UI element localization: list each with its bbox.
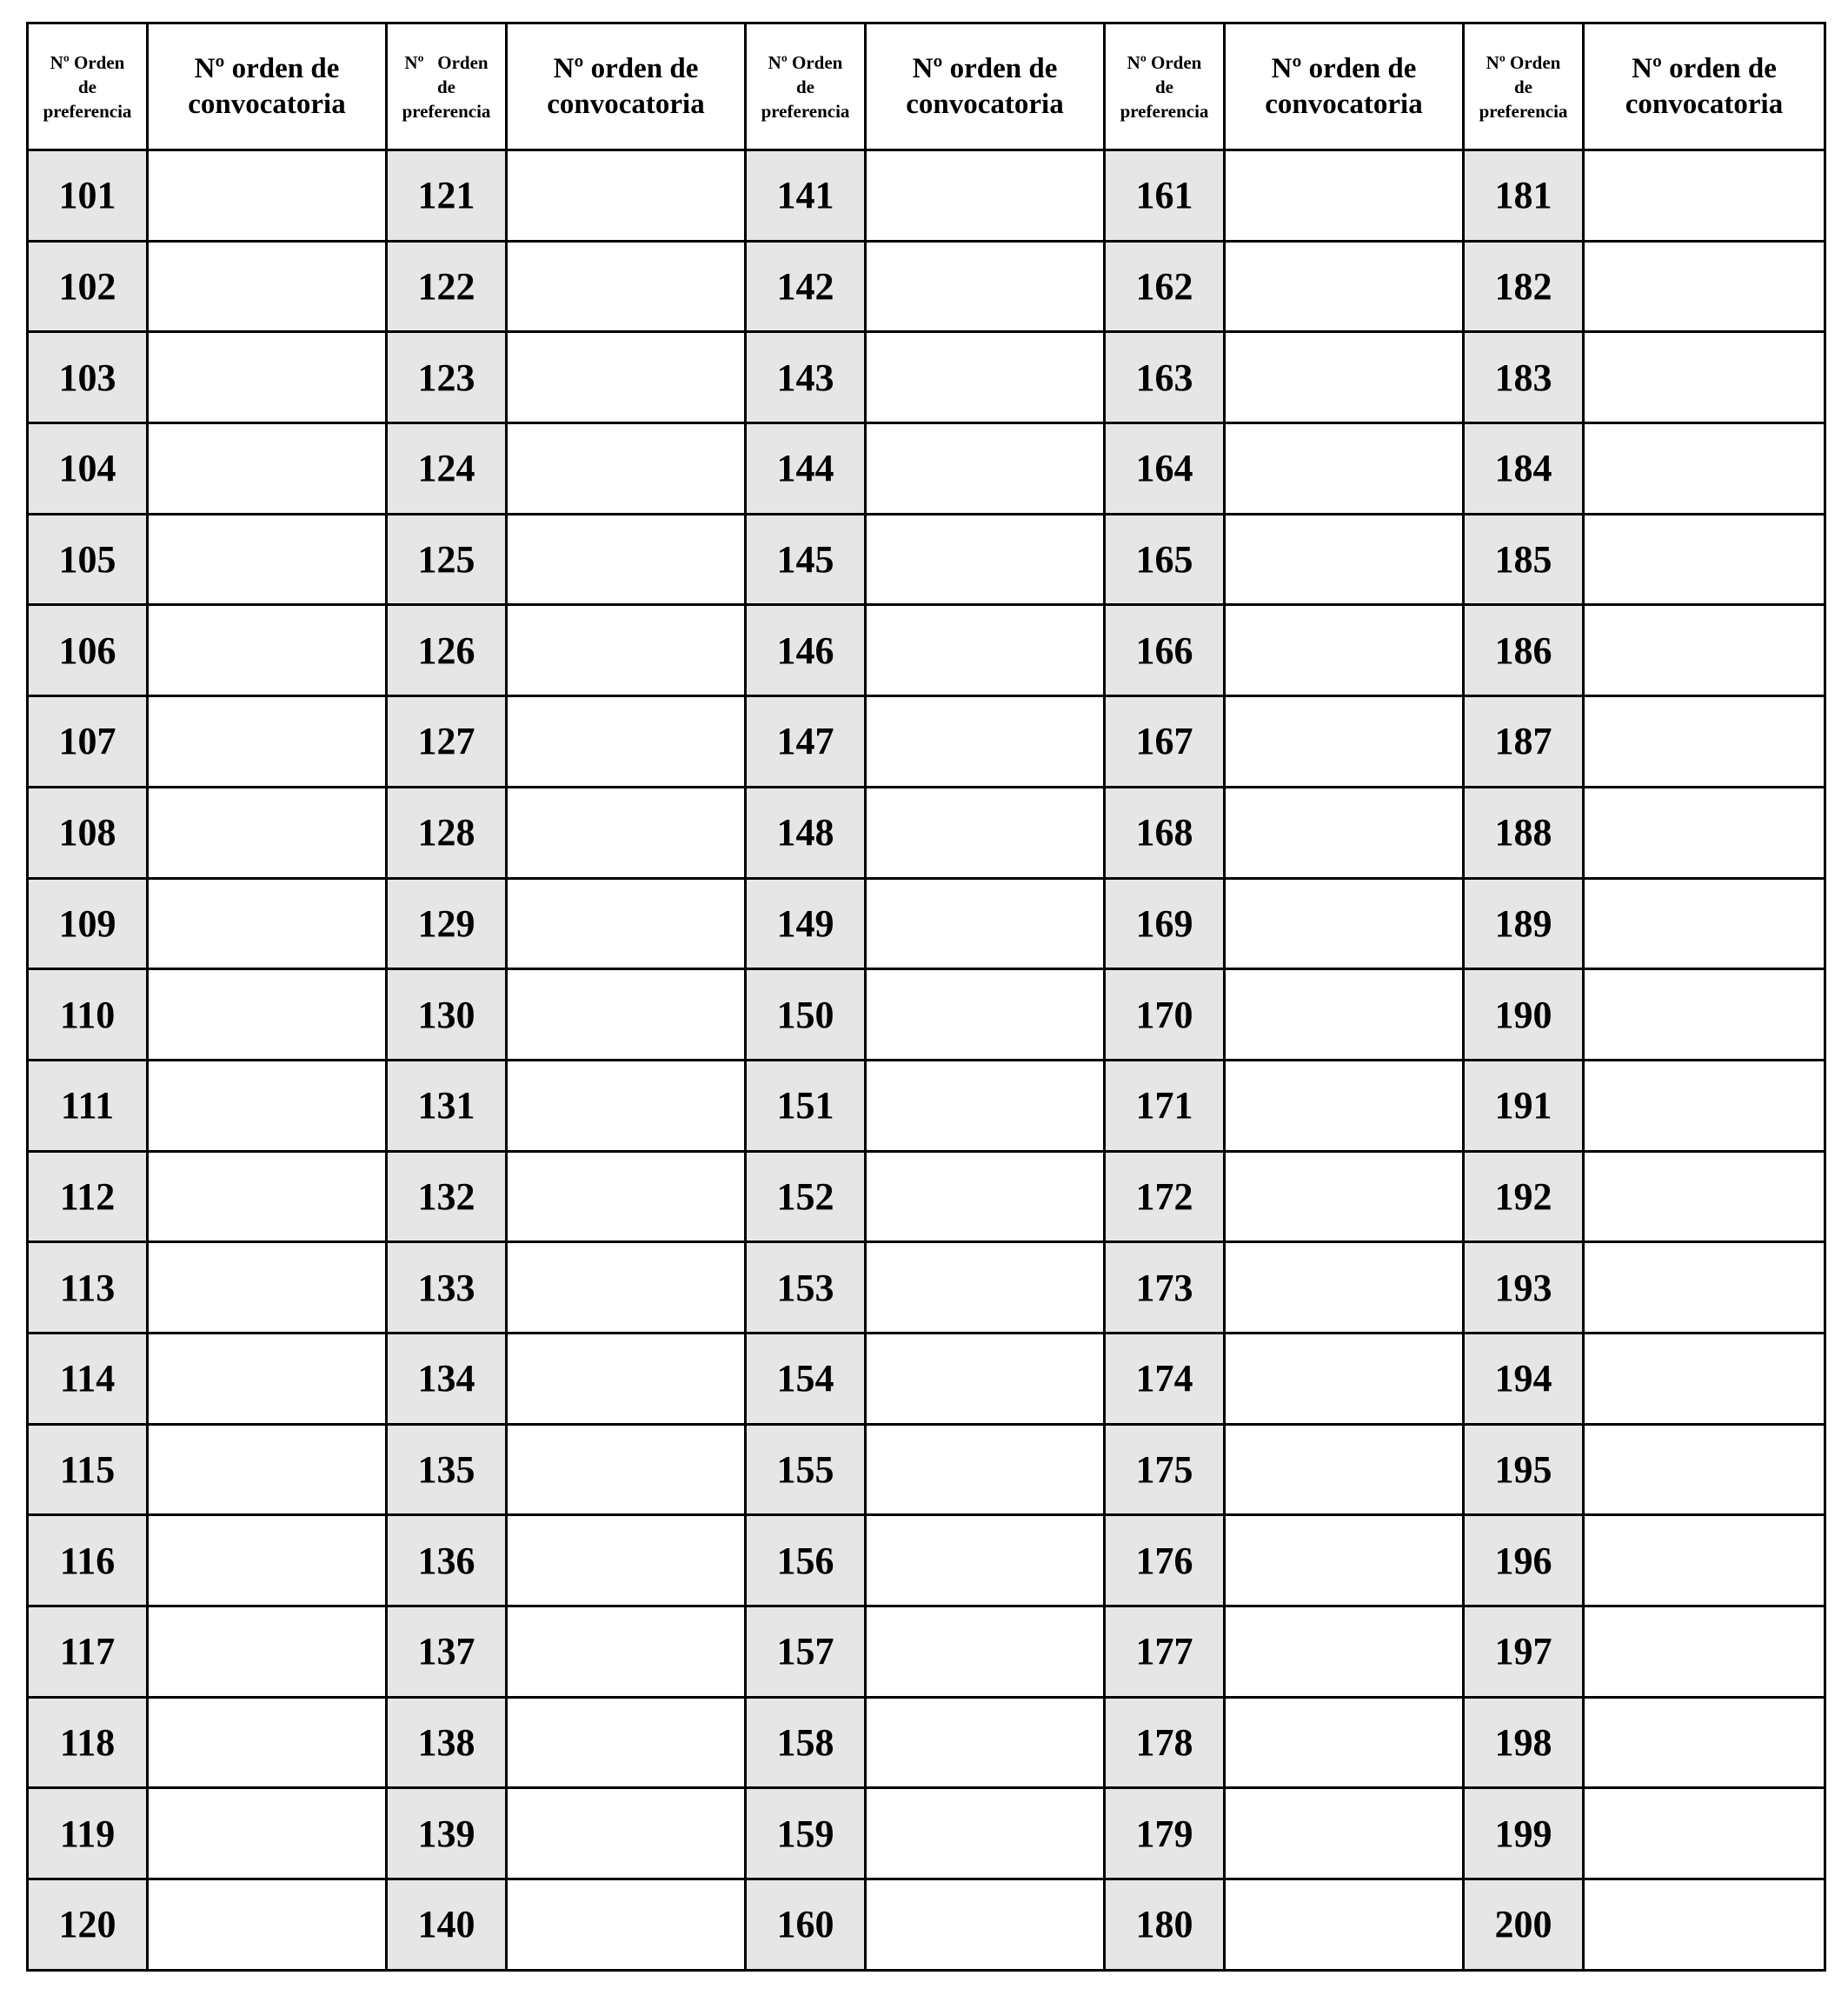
- preference-number-cell: 155: [746, 1424, 866, 1515]
- convocation-entry-cell[interactable]: [507, 514, 746, 605]
- preference-number-cell: 183: [1464, 332, 1584, 423]
- preference-number-cell: 150: [746, 969, 866, 1061]
- table-row: [28, 423, 1825, 515]
- header-label-line: de: [796, 76, 814, 97]
- preference-number-cell: 147: [746, 696, 866, 788]
- convocation-entry-cell[interactable]: [507, 150, 746, 242]
- convocation-entry-cell[interactable]: [148, 150, 387, 242]
- preference-number-cell: 200: [1464, 1879, 1584, 1971]
- preference-number-cell: 163: [1105, 332, 1225, 423]
- convocation-order-header: [1225, 23, 1464, 150]
- convocation-entry-cell[interactable]: [1584, 514, 1825, 605]
- convocation-entry-cell[interactable]: [1225, 1151, 1464, 1242]
- convocation-entry-cell[interactable]: [866, 1879, 1105, 1971]
- convocation-entry-cell[interactable]: [148, 1242, 387, 1334]
- preference-number-cell: 122: [387, 241, 507, 332]
- convocation-entry-cell[interactable]: [1584, 1879, 1825, 1971]
- convocation-entry-cell[interactable]: [507, 1242, 746, 1334]
- preference-number-cell: 126: [387, 605, 507, 696]
- preference-number-cell: 184: [1464, 423, 1584, 515]
- convocation-entry-cell[interactable]: [148, 1606, 387, 1698]
- preference-number-cell: 186: [1464, 605, 1584, 696]
- convocation-entry-cell[interactable]: [1225, 150, 1464, 242]
- preference-number-cell: 130: [387, 969, 507, 1061]
- convocation-entry-cell[interactable]: [1225, 1060, 1464, 1151]
- header-label-line: preferencia: [1120, 100, 1209, 122]
- convocation-entry-cell[interactable]: [507, 787, 746, 878]
- header-label-line: preferencia: [761, 100, 850, 122]
- preference-number-cell: 114: [28, 1333, 148, 1424]
- preference-number-cell: 153: [746, 1242, 866, 1334]
- preference-number-cell: 125: [387, 514, 507, 605]
- preference-number-cell: 195: [1464, 1424, 1584, 1515]
- preference-number-cell: 174: [1105, 1333, 1225, 1424]
- header-label-line: preferencia: [402, 100, 491, 122]
- preference-number-cell: 123: [387, 332, 507, 423]
- preference-number-cell: 119: [28, 1788, 148, 1879]
- convocation-entry-cell[interactable]: [1225, 1242, 1464, 1334]
- preference-number-cell: 140: [387, 1879, 507, 1971]
- convocation-entry-cell[interactable]: [1225, 1424, 1464, 1515]
- table-row: [28, 514, 1825, 605]
- convocation-entry-cell[interactable]: [1225, 696, 1464, 788]
- preference-number-cell: 113: [28, 1242, 148, 1334]
- convocation-entry-cell[interactable]: [507, 423, 746, 515]
- preference-number-cell: 178: [1105, 1697, 1225, 1788]
- convocation-entry-cell[interactable]: [507, 1060, 746, 1151]
- preference-number-cell: 159: [746, 1788, 866, 1879]
- convocation-entry-cell[interactable]: [507, 332, 746, 423]
- table-row: [28, 1606, 1825, 1698]
- table-row: [28, 1060, 1825, 1151]
- header-label-line: convocatoria: [1265, 88, 1423, 120]
- table-row: [28, 1242, 1825, 1334]
- preference-number-cell: 164: [1105, 423, 1225, 515]
- convocation-entry-cell[interactable]: [1225, 787, 1464, 878]
- preference-number-cell: 105: [28, 514, 148, 605]
- convocation-order-header: [866, 23, 1105, 150]
- convocation-entry-cell[interactable]: [1225, 1697, 1464, 1788]
- convocation-entry-cell[interactable]: [507, 969, 746, 1061]
- preference-number-cell: 143: [746, 332, 866, 423]
- convocation-entry-cell[interactable]: [1225, 1606, 1464, 1698]
- header-label-line: de: [1155, 76, 1173, 97]
- header-label-line: preferencia: [43, 100, 132, 122]
- preference-number-cell: 179: [1105, 1788, 1225, 1879]
- table-row: [28, 1151, 1825, 1242]
- header-label-line: Nº Orden: [50, 51, 125, 73]
- table-row: [28, 1515, 1825, 1606]
- convocation-entry-cell[interactable]: [1225, 878, 1464, 969]
- table-row: [28, 969, 1825, 1061]
- convocation-entry-cell[interactable]: [148, 1060, 387, 1151]
- header-row: [28, 23, 1825, 150]
- convocation-entry-cell[interactable]: [1584, 696, 1825, 788]
- preference-order-header: [387, 23, 507, 150]
- preference-number-cell: 132: [387, 1151, 507, 1242]
- header-label-line: Nº Orden: [768, 51, 843, 73]
- table-row: [28, 696, 1825, 788]
- convocation-order-header: [1584, 23, 1825, 150]
- convocation-entry-cell[interactable]: [1584, 150, 1825, 242]
- preference-number-cell: 106: [28, 605, 148, 696]
- header-label-line: Nº Orden: [1127, 51, 1202, 73]
- preference-number-cell: 170: [1105, 969, 1225, 1061]
- preference-number-cell: 133: [387, 1242, 507, 1334]
- header-label-line: convocatoria: [188, 88, 346, 120]
- convocation-entry-cell[interactable]: [1584, 1242, 1825, 1334]
- preference-order-header: [1105, 23, 1225, 150]
- preference-number-cell: 161: [1105, 150, 1225, 242]
- convocation-entry-cell[interactable]: [148, 1424, 387, 1515]
- convocation-entry-cell[interactable]: [148, 241, 387, 332]
- preference-number-cell: 131: [387, 1060, 507, 1151]
- preference-number-cell: 189: [1464, 878, 1584, 969]
- preference-number-cell: 128: [387, 787, 507, 878]
- preference-number-cell: 135: [387, 1424, 507, 1515]
- convocation-entry-cell[interactable]: [866, 1697, 1105, 1788]
- preference-number-cell: 193: [1464, 1242, 1584, 1334]
- preference-number-cell: 102: [28, 241, 148, 332]
- convocation-entry-cell[interactable]: [1225, 1333, 1464, 1424]
- header-label-line: preferencia: [1479, 100, 1568, 122]
- preference-number-cell: 177: [1105, 1606, 1225, 1698]
- preference-number-cell: 117: [28, 1606, 148, 1698]
- preference-number-cell: 141: [746, 150, 866, 242]
- preference-number-cell: 124: [387, 423, 507, 515]
- convocation-entry-cell[interactable]: [1225, 332, 1464, 423]
- table-row: [28, 1424, 1825, 1515]
- preference-number-cell: 198: [1464, 1697, 1584, 1788]
- preference-order-header: [1464, 23, 1584, 150]
- table-row: [28, 241, 1825, 332]
- convocation-entry-cell[interactable]: [507, 1606, 746, 1698]
- preference-number-cell: 104: [28, 423, 148, 515]
- preference-number-cell: 176: [1105, 1515, 1225, 1606]
- convocation-entry-cell[interactable]: [148, 878, 387, 969]
- preference-number-cell: 185: [1464, 514, 1584, 605]
- preference-number-cell: 152: [746, 1151, 866, 1242]
- convocation-entry-cell[interactable]: [866, 1606, 1105, 1698]
- convocation-entry-cell[interactable]: [507, 878, 746, 969]
- convocation-entry-cell[interactable]: [507, 241, 746, 332]
- convocation-entry-cell[interactable]: [866, 1515, 1105, 1606]
- preference-order-header: [746, 23, 866, 150]
- convocation-entry-cell[interactable]: [148, 332, 387, 423]
- convocation-entry-cell[interactable]: [866, 1151, 1105, 1242]
- preference-number-cell: 145: [746, 514, 866, 605]
- convocation-entry-cell[interactable]: [866, 332, 1105, 423]
- preference-order-header: [28, 23, 148, 150]
- table-row: [28, 878, 1825, 969]
- convocation-entry-cell[interactable]: [1584, 1697, 1825, 1788]
- preference-number-cell: 169: [1105, 878, 1225, 969]
- preference-number-cell: 108: [28, 787, 148, 878]
- preference-number-cell: 142: [746, 241, 866, 332]
- convocation-entry-cell[interactable]: [1584, 1060, 1825, 1151]
- convocation-entry-cell[interactable]: [1584, 787, 1825, 878]
- convocation-entry-cell[interactable]: [1225, 1788, 1464, 1879]
- preference-number-cell: 138: [387, 1697, 507, 1788]
- preference-number-cell: 168: [1105, 787, 1225, 878]
- convocation-entry-cell[interactable]: [507, 1515, 746, 1606]
- convocation-entry-cell[interactable]: [507, 605, 746, 696]
- convocation-entry-cell[interactable]: [866, 969, 1105, 1061]
- convocation-entry-cell[interactable]: [866, 696, 1105, 788]
- convocation-entry-cell[interactable]: [1584, 969, 1825, 1061]
- preference-number-cell: 181: [1464, 150, 1584, 242]
- convocation-entry-cell[interactable]: [1584, 878, 1825, 969]
- preference-number-cell: 191: [1464, 1060, 1584, 1151]
- preference-number-cell: 116: [28, 1515, 148, 1606]
- preference-number-cell: 137: [387, 1606, 507, 1698]
- convocation-entry-cell[interactable]: [1225, 241, 1464, 332]
- header-label-line: Nº orden de: [553, 52, 699, 84]
- convocation-entry-cell[interactable]: [148, 1151, 387, 1242]
- convocation-entry-cell[interactable]: [1225, 1879, 1464, 1971]
- preference-number-cell: 154: [746, 1333, 866, 1424]
- preference-number-cell: 182: [1464, 241, 1584, 332]
- convocation-order-header: [507, 23, 746, 150]
- convocation-entry-cell[interactable]: [1584, 1151, 1825, 1242]
- convocation-entry-cell[interactable]: [866, 241, 1105, 332]
- preference-number-cell: 107: [28, 696, 148, 788]
- convocation-entry-cell[interactable]: [507, 1151, 746, 1242]
- convocation-entry-cell[interactable]: [866, 787, 1105, 878]
- convocation-entry-cell[interactable]: [148, 514, 387, 605]
- convocation-entry-cell[interactable]: [507, 1788, 746, 1879]
- preference-number-cell: 118: [28, 1697, 148, 1788]
- convocation-entry-cell[interactable]: [866, 878, 1105, 969]
- convocation-entry-cell[interactable]: [1225, 1515, 1464, 1606]
- preference-number-cell: 171: [1105, 1060, 1225, 1151]
- preference-number-cell: 173: [1105, 1242, 1225, 1334]
- header-label-line: convocatoria: [547, 88, 705, 120]
- table-row: [28, 1333, 1825, 1424]
- preference-order-table: [26, 22, 1826, 1972]
- preference-number-cell: 190: [1464, 969, 1584, 1061]
- convocation-entry-cell[interactable]: [866, 1424, 1105, 1515]
- header-label-line: Nº Orden: [1486, 51, 1561, 73]
- convocation-entry-cell[interactable]: [1225, 605, 1464, 696]
- convocation-entry-cell[interactable]: [148, 696, 387, 788]
- convocation-entry-cell[interactable]: [148, 1788, 387, 1879]
- convocation-entry-cell[interactable]: [148, 1879, 387, 1971]
- header-label-line: de: [437, 76, 455, 97]
- header-label-line: convocatoria: [906, 88, 1064, 120]
- preference-number-cell: 120: [28, 1879, 148, 1971]
- preference-number-cell: 158: [746, 1697, 866, 1788]
- convocation-entry-cell[interactable]: [148, 423, 387, 515]
- preference-number-cell: 139: [387, 1788, 507, 1879]
- table-row: [28, 1697, 1825, 1788]
- preference-number-cell: 166: [1105, 605, 1225, 696]
- preference-number-cell: 101: [28, 150, 148, 242]
- convocation-entry-cell[interactable]: [1584, 1424, 1825, 1515]
- preference-number-cell: 112: [28, 1151, 148, 1242]
- table-row: [28, 605, 1825, 696]
- preference-number-cell: 165: [1105, 514, 1225, 605]
- convocation-order-header: [148, 23, 387, 150]
- preference-number-cell: 180: [1105, 1879, 1225, 1971]
- table-row: [28, 787, 1825, 878]
- convocation-entry-cell[interactable]: [1584, 1333, 1825, 1424]
- header-label-line: Nº orden de: [194, 52, 340, 84]
- header-label-line: de: [78, 76, 96, 97]
- preference-number-cell: 197: [1464, 1606, 1584, 1698]
- header-label-line: Nº Orden: [404, 51, 489, 73]
- preference-number-cell: 149: [746, 878, 866, 969]
- preference-number-cell: 156: [746, 1515, 866, 1606]
- convocation-entry-cell[interactable]: [1584, 332, 1825, 423]
- preference-number-cell: 103: [28, 332, 148, 423]
- preference-number-cell: 175: [1105, 1424, 1225, 1515]
- table-row: [28, 150, 1825, 242]
- preference-number-cell: 144: [746, 423, 866, 515]
- convocation-entry-cell[interactable]: [866, 1242, 1105, 1334]
- preference-number-cell: 160: [746, 1879, 866, 1971]
- convocation-entry-cell[interactable]: [1584, 1788, 1825, 1879]
- preference-number-cell: 136: [387, 1515, 507, 1606]
- convocation-entry-cell[interactable]: [148, 969, 387, 1061]
- convocation-entry-cell[interactable]: [507, 1424, 746, 1515]
- convocation-entry-cell[interactable]: [148, 1515, 387, 1606]
- header-label-line: Nº orden de: [912, 52, 1058, 84]
- convocation-entry-cell[interactable]: [148, 787, 387, 878]
- preference-number-cell: 199: [1464, 1788, 1584, 1879]
- preference-number-cell: 109: [28, 878, 148, 969]
- preference-number-cell: 157: [746, 1606, 866, 1698]
- preference-number-cell: 151: [746, 1060, 866, 1151]
- preference-number-cell: 127: [387, 696, 507, 788]
- table-row: [28, 1879, 1825, 1971]
- convocation-entry-cell[interactable]: [1584, 423, 1825, 515]
- convocation-entry-cell[interactable]: [866, 1060, 1105, 1151]
- convocation-entry-cell[interactable]: [148, 605, 387, 696]
- header-label-line: convocatoria: [1625, 88, 1784, 120]
- convocation-entry-cell[interactable]: [1584, 1606, 1825, 1698]
- preference-number-cell: 146: [746, 605, 866, 696]
- preference-number-cell: 129: [387, 878, 507, 969]
- preference-number-cell: 196: [1464, 1515, 1584, 1606]
- convocation-entry-cell[interactable]: [507, 1879, 746, 1971]
- preference-number-cell: 148: [746, 787, 866, 878]
- convocation-entry-cell[interactable]: [866, 514, 1105, 605]
- preference-number-cell: 192: [1464, 1151, 1584, 1242]
- preference-number-cell: 167: [1105, 696, 1225, 788]
- preference-number-cell: 111: [28, 1060, 148, 1151]
- convocation-entry-cell[interactable]: [148, 1697, 387, 1788]
- table-row: [28, 1788, 1825, 1879]
- convocation-entry-cell[interactable]: [507, 1697, 746, 1788]
- convocation-entry-cell[interactable]: [866, 423, 1105, 515]
- convocation-entry-cell[interactable]: [866, 150, 1105, 242]
- header-label-line: Nº orden de: [1632, 52, 1777, 84]
- preference-number-cell: 115: [28, 1424, 148, 1515]
- table-row: [28, 332, 1825, 423]
- convocation-entry-cell[interactable]: [148, 1333, 387, 1424]
- preference-number-cell: 162: [1105, 241, 1225, 332]
- convocation-entry-cell[interactable]: [507, 1333, 746, 1424]
- convocation-entry-cell[interactable]: [1225, 423, 1464, 515]
- preference-number-cell: 188: [1464, 787, 1584, 878]
- convocation-entry-cell[interactable]: [1584, 241, 1825, 332]
- header-label-line: de: [1514, 76, 1532, 97]
- convocation-entry-cell[interactable]: [866, 1333, 1105, 1424]
- header-label-line: Nº orden de: [1271, 52, 1417, 84]
- convocation-entry-cell[interactable]: [866, 1788, 1105, 1879]
- preference-number-cell: 172: [1105, 1151, 1225, 1242]
- convocation-entry-cell[interactable]: [1584, 605, 1825, 696]
- preference-number-cell: 194: [1464, 1333, 1584, 1424]
- convocation-entry-cell[interactable]: [1584, 1515, 1825, 1606]
- table-body: [28, 23, 1825, 1971]
- convocation-entry-cell[interactable]: [866, 605, 1105, 696]
- preference-number-cell: 187: [1464, 696, 1584, 788]
- convocation-entry-cell[interactable]: [1225, 969, 1464, 1061]
- preference-number-cell: 110: [28, 969, 148, 1061]
- preference-number-cell: 134: [387, 1333, 507, 1424]
- convocation-entry-cell[interactable]: [1225, 514, 1464, 605]
- convocation-entry-cell[interactable]: [507, 696, 746, 788]
- preference-number-cell: 121: [387, 150, 507, 242]
